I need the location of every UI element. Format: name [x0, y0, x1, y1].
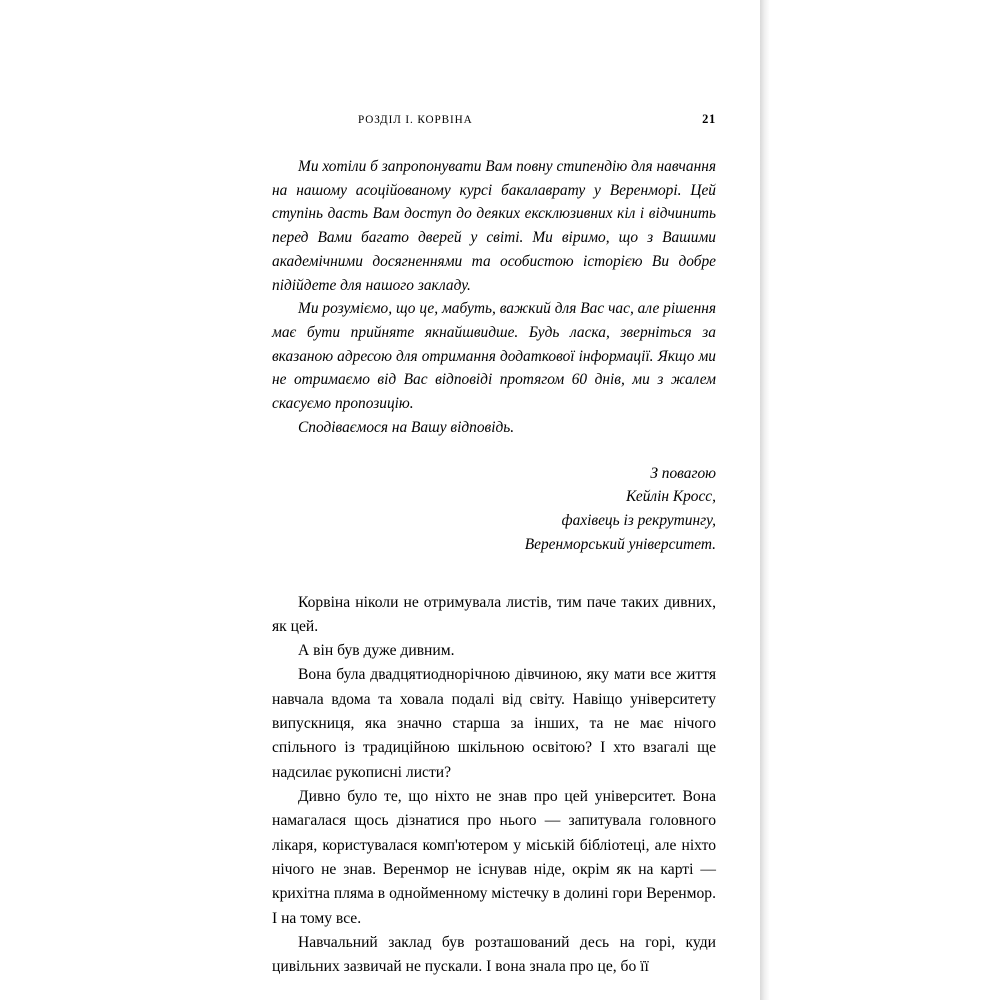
page-outside-margin [770, 0, 1000, 1000]
letter-paragraph: Ми розуміємо, що це, мабуть, важкий для Вас час, але рішення має бути прийняте якнайшвидше. Будь ласка, зверніться за вказаною адресою для отримання додаткової інформації. Якщо ми не отримаємо від Вас відповіді протягом 60 днів, ми з жалем скасуємо пропозицію. [272, 300, 716, 413]
body-paragraph: А він був дуже дивним. [298, 642, 455, 660]
body-paragraph: Навчальний заклад був розташований десь на горі, куди цивільних зазвичай не пускали. І вона знала про це, бо її [272, 933, 716, 976]
running-head [272, 112, 716, 127]
signature-line: Веренморський університет. [524, 535, 716, 553]
signature-line: фахівець із рекрутингу, [561, 512, 716, 530]
page-text-column [272, 112, 716, 980]
body-paragraph: Вона була двадцятиоднорічною дівчиною, яку мати все життя навчала вдома та ховала подалі від світу. Навіщо університету випускниця, яка значно старша за інших, та не має нічого спільного із традиційною шкільною освітою? І хто взагалі ще надсилає рукописні листи? [272, 666, 716, 781]
body-paragraph: Дивно було те, що ніхто не знав про цей університет. Вона намагалася щось дізнатися про нього — запитувала головного лікаря, користувалася комп'ютером у міській бібліотеці, але ніхто нічого не знав. Веренмор не існував ніде, окрім як на карті — крихітна пляма в однойменному містечку в долині гори Веренмор. І на тому все. [272, 788, 716, 927]
page-edge-shadow [760, 0, 770, 1000]
running-head-chapter-title: РОЗДІЛ I. КОРВІНА [358, 114, 473, 126]
signature-line: Кейлін Кросс, [626, 488, 716, 506]
page-number: 21 [702, 112, 716, 126]
letter-signature [272, 462, 716, 557]
body-paragraph: Корвіна ніколи не отримувала листів, тим паче таких дивних, як цей. [272, 593, 716, 635]
letter-paragraph: Сподіваємося на Вашу відповідь. [298, 418, 515, 436]
narrative-body [272, 591, 716, 980]
letter-paragraph: Ми хотіли б запропонувати Вам повну стипендію для навчання на нашому асоційованому курсі бакалаврату у Веренморі. Цей ступінь дасть Вам доступ до деяких ексклюзивних кіл і відчинить перед Вами багато дверей у світі. Ми віримо, що з Вашими академічними досягненнями та особистою історією Ви добре підійдете для нашого закладу. [272, 158, 716, 294]
letter-body [272, 155, 716, 440]
signature-line: З повагою [650, 464, 716, 482]
